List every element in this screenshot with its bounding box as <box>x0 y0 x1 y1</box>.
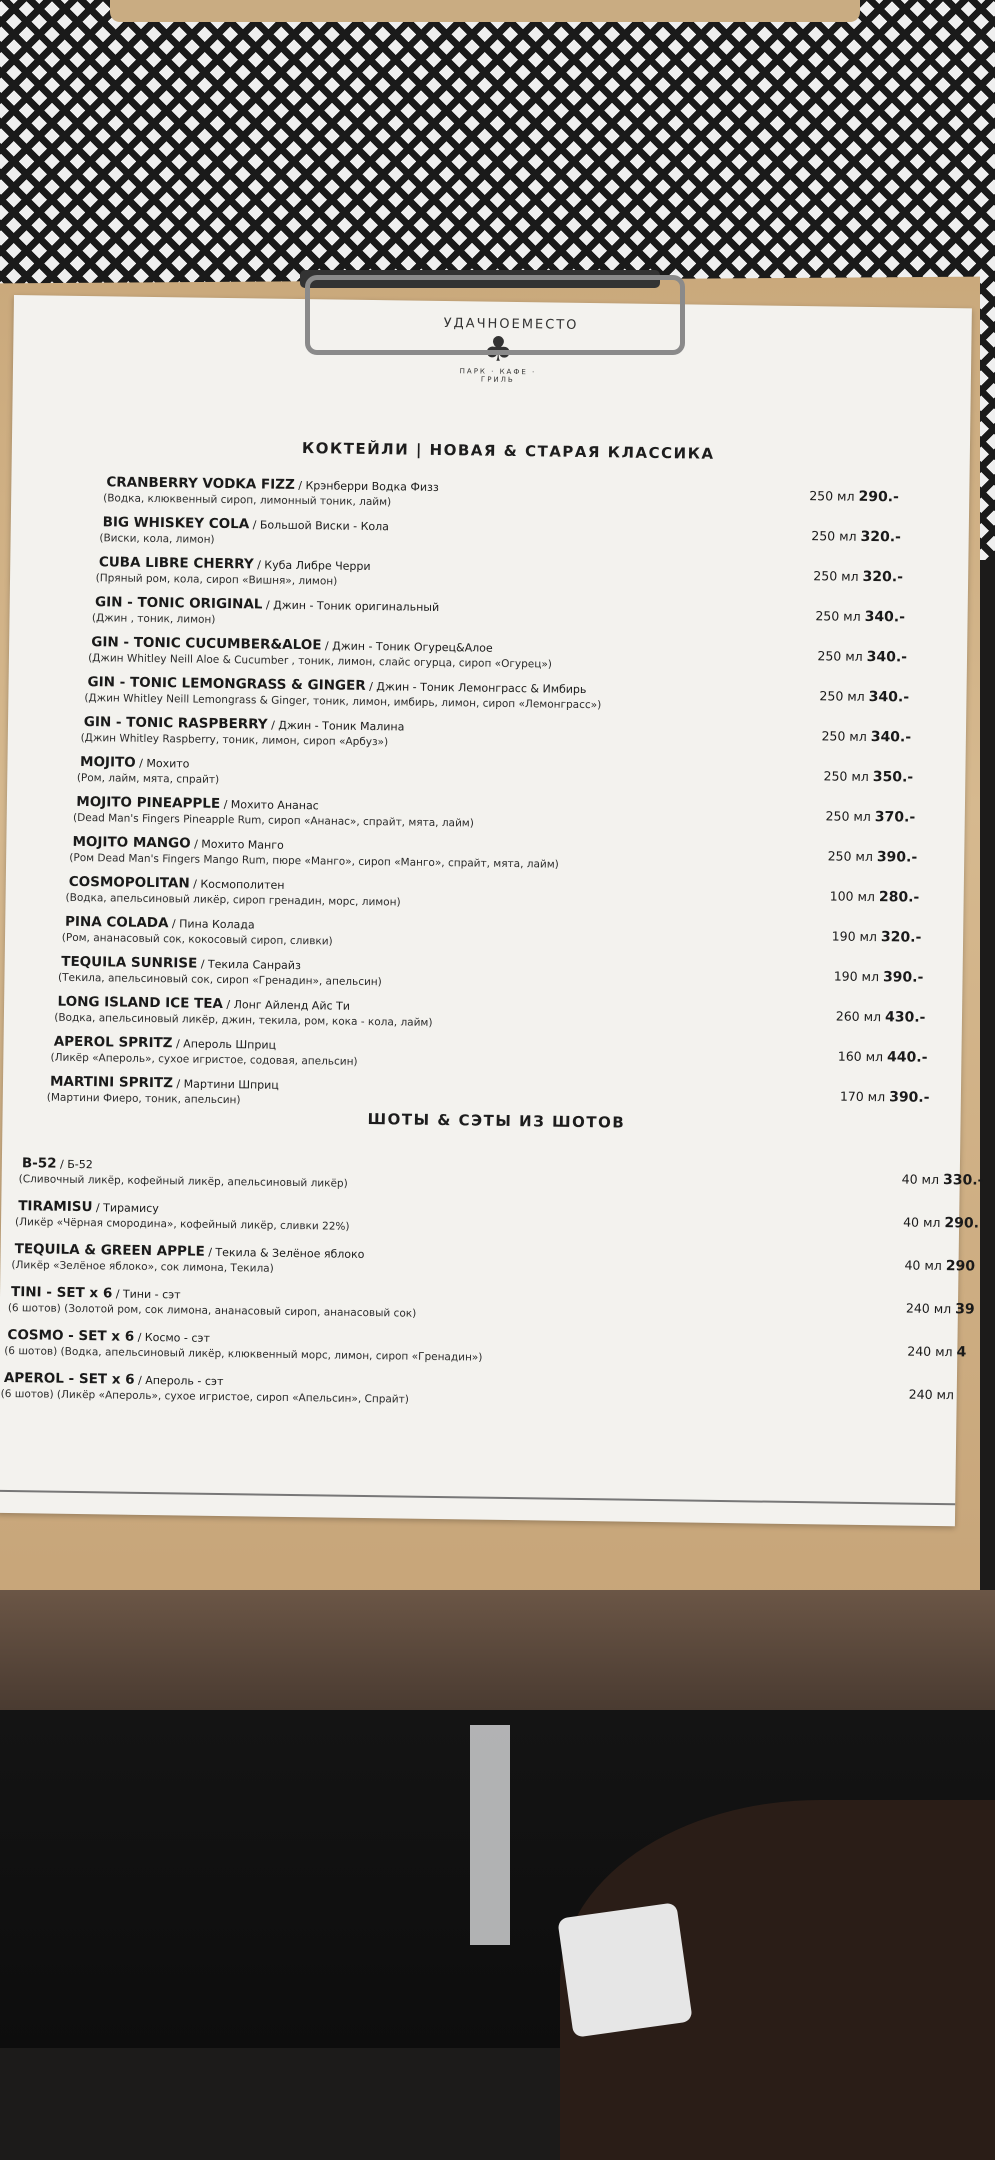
item-name-en: MOJITO PINEAPPLE <box>76 794 220 812</box>
shots-section-title: ШОТЫ & СЭТЫ ИЗ ШОТОВ <box>367 1110 625 1132</box>
item-name-ru: / Тирамису <box>92 1201 158 1215</box>
menu-item <box>5 913 963 926</box>
item-description: (Водка, апельсиновый ликёр, сироп гренадин, морс, лимон) <box>66 892 401 909</box>
item-price-value: 440.- <box>887 1049 928 1066</box>
item-name-ru: / Куба Либре Черри <box>254 558 371 573</box>
item-name <box>54 1034 276 1053</box>
menu-item <box>9 673 967 686</box>
item-description: (6 шотов) (Водка, апельсиновый ликёр, клюквенный морс, лимон, сироп «Гренадин») <box>4 1345 482 1364</box>
menu-item <box>5 953 963 966</box>
item-name <box>72 834 283 853</box>
menu-item <box>2 1155 960 1168</box>
item-price <box>828 848 918 865</box>
item-volume: 250 мл <box>819 688 864 704</box>
item-volume: 190 мл <box>834 969 879 985</box>
table-edge <box>0 1590 995 1710</box>
item-name-en: MOJITO <box>80 754 136 771</box>
item-name-ru: / Джин - Тоник оригинальный <box>262 598 439 613</box>
item-price-value: 340.- <box>869 689 910 706</box>
menu-item <box>4 993 962 1006</box>
item-price <box>903 1215 979 1232</box>
item-price <box>838 1049 928 1066</box>
item-price-value: 390.- <box>877 849 918 866</box>
item-volume: 250 мл <box>817 648 862 664</box>
item-volume: 250 мл <box>821 728 866 744</box>
item-name-ru: / Мохито Манго <box>191 838 284 852</box>
item-name-en: MARTINI SPRITZ <box>50 1074 173 1092</box>
item-price <box>811 528 901 545</box>
item-name-ru: / Тини - сэт <box>112 1287 181 1301</box>
floor-light-patch <box>470 1725 510 1945</box>
item-name-en: GIN - TONIC RASPBERRY <box>84 714 268 733</box>
item-volume: 250 мл <box>809 488 854 504</box>
item-name <box>69 874 285 893</box>
item-price-value: 340.- <box>865 609 906 626</box>
item-volume: 240 мл <box>907 1344 952 1360</box>
item-description: (Ликёр «Апероль», сухое игристое, содовая, апельсин) <box>50 1052 357 1068</box>
item-name-en: COSMOPOLITAN <box>69 874 190 892</box>
item-description: (Мартини Фиеро, тоник, апельсин) <box>47 1092 241 1107</box>
item-description: (Ром, лайм, мята, спрайт) <box>77 772 219 786</box>
item-name <box>61 954 301 973</box>
item-volume: 250 мл <box>815 608 860 624</box>
item-description: (Dead Man's Fingers Pineapple Rum, сироп «Ананас», спрайт, мята, лайм) <box>73 812 474 830</box>
item-name-ru: / Апероль - сэт <box>134 1374 223 1388</box>
item-description: (Текила, апельсиновый сок, сироп «Гренадин», апельсин) <box>58 972 382 989</box>
item-price-value: 4 <box>956 1344 966 1360</box>
item-name-en: TIRAMISU <box>18 1198 92 1215</box>
item-price-value: 320.- <box>881 929 922 946</box>
item-name <box>76 794 319 813</box>
menu-item <box>0 1370 957 1383</box>
item-name-ru: / Апероль Шприц <box>172 1037 276 1051</box>
menu-item <box>4 1033 962 1046</box>
item-price <box>809 488 899 505</box>
item-description: (Виски, кола, лимон) <box>99 532 214 546</box>
item-name-en: TINI - SET x 6 <box>11 1284 112 1301</box>
item-name <box>106 474 439 495</box>
item-name-en: GIN - TONIC ORIGINAL <box>95 594 263 612</box>
item-price <box>840 1089 930 1106</box>
item-price-value: 320.- <box>860 529 901 546</box>
item-volume: 250 мл <box>811 528 856 544</box>
menu-item <box>1 1198 959 1211</box>
item-price <box>817 648 907 665</box>
item-volume: 240 мл <box>909 1387 954 1403</box>
item-description: (6 шотов) (Ликёр «Апероль», сухое игристое, сироп «Апельсин», Спрайт) <box>1 1388 409 1406</box>
menu-item <box>7 793 965 806</box>
item-name <box>4 1370 224 1389</box>
item-price <box>906 1301 975 1318</box>
item-volume: 260 мл <box>836 1009 881 1025</box>
item-volume: 190 мл <box>832 928 877 944</box>
item-name <box>103 514 390 534</box>
menu-item <box>8 753 966 766</box>
item-name-en: APEROL SPRITZ <box>54 1034 173 1052</box>
item-description: (Ликёр «Чёрная смородина», кофейный ликёр, сливки 22%) <box>15 1216 350 1233</box>
item-volume: 100 мл <box>830 888 875 904</box>
item-name-en: MOJITO MANGO <box>72 834 190 852</box>
item-name-ru: / Джин - Тоник Малина <box>268 719 405 734</box>
menu-item <box>12 473 970 486</box>
item-description: (Джин Whitley Neill Lemongrass & Ginger, тоник, лимон, имбирь, лимон, сироп «Лемонграсс») <box>84 692 601 711</box>
item-volume: 250 мл <box>828 848 873 864</box>
white-sleeve <box>557 1902 693 2038</box>
item-volume: 170 мл <box>840 1089 885 1105</box>
item-name-ru: / Мохито <box>136 757 190 771</box>
item-name-en: BIG WHISKEY COLA <box>103 514 250 532</box>
item-price <box>821 728 911 745</box>
item-price <box>832 928 922 945</box>
item-name-ru: / Мартини Шприц <box>173 1077 279 1091</box>
item-price-value: 280.- <box>879 889 920 906</box>
logo-subtitle: ПАРК · КАФЕ · ГРИЛЬ <box>443 367 553 385</box>
item-name <box>80 754 190 772</box>
item-name-en: GIN - TONIC LEMONGRASS & GINGER <box>87 674 365 694</box>
item-description: (Ром, ананасовый сок, кокосовый сироп, сливки) <box>62 932 333 948</box>
menu-item <box>10 593 968 606</box>
item-price <box>819 688 909 705</box>
item-price-value: 390.- <box>883 969 924 986</box>
item-price-value: 430.- <box>885 1009 926 1026</box>
item-name-en: LONG ISLAND ICE TEA <box>57 994 223 1012</box>
item-volume: 40 мл <box>904 1258 942 1274</box>
item-price <box>836 1009 926 1026</box>
item-name-en: GIN - TONIC CUCUMBER&ALOE <box>91 634 321 653</box>
menu-item <box>1 1241 959 1254</box>
item-price-value: 39 <box>955 1301 975 1317</box>
item-name-en: APEROL - SET x 6 <box>4 1370 135 1388</box>
menu-divider-line <box>0 1490 955 1505</box>
item-name <box>95 594 439 615</box>
item-price <box>815 608 905 625</box>
item-price-value: 370.- <box>875 809 916 826</box>
item-name <box>57 994 350 1014</box>
item-name-en: PINA COLADA <box>65 914 169 931</box>
menu-item <box>0 1327 957 1340</box>
item-description: (Пряный ром, кола, сироп «Вишня», лимон) <box>96 572 338 587</box>
item-description: (Водка, клюквенный сироп, лимонный тоник, лайм) <box>103 492 391 508</box>
menu-sheet <box>0 295 972 1526</box>
item-volume: 160 мл <box>838 1049 883 1065</box>
item-description: (Сливочный ликёр, кофейный ликёр, апельсиновый ликёр) <box>19 1173 348 1190</box>
item-name-en: COSMO - SET x 6 <box>7 1327 134 1345</box>
item-price-value: 350.- <box>873 769 914 786</box>
menu-item <box>11 513 969 526</box>
item-name <box>65 914 255 933</box>
item-volume: 40 мл <box>902 1171 940 1187</box>
item-price-value: 330.- <box>943 1172 984 1189</box>
item-volume: 240 мл <box>906 1301 951 1317</box>
item-name-ru: / Мохито Ананас <box>220 798 319 812</box>
item-name <box>22 1155 93 1172</box>
item-description: (Джин , тоник, лимон) <box>92 612 216 626</box>
item-name <box>99 554 371 574</box>
item-price <box>907 1344 966 1361</box>
menu-item <box>8 713 966 726</box>
menu-item <box>6 833 964 846</box>
item-description: (Джин Whitley Raspberry, тоник, лимон, сироп «Арбуз») <box>81 732 389 748</box>
item-price <box>825 808 915 825</box>
item-description: (6 шотов) (Золотой ром, сок лимона, ананасовый сироп, ананасовый сок) <box>8 1302 417 1320</box>
item-name <box>50 1074 279 1093</box>
item-price <box>902 1171 984 1188</box>
item-price-value: 340.- <box>867 649 908 666</box>
item-name <box>11 1284 181 1302</box>
cocktails-section-title: КОКТЕЙЛИ | НОВАЯ & СТАРАЯ КЛАССИКА <box>302 439 715 463</box>
metal-clip <box>305 275 685 355</box>
item-price-value: 290 <box>946 1258 975 1274</box>
item-description: (Ликёр «Зелёное яблоко», сок лимона, Текила) <box>11 1259 273 1275</box>
item-price <box>834 969 924 986</box>
item-name-ru: / Крэнберри Водка Физз <box>295 479 439 494</box>
menu-item <box>9 633 967 646</box>
menu-item <box>6 873 964 886</box>
item-volume: 250 мл <box>823 768 868 784</box>
item-name <box>18 1198 159 1216</box>
item-price <box>909 1387 954 1404</box>
item-description: (Ром Dead Man's Fingers Mango Rum, пюре «Манго», сироп «Манго», спрайт, мята, лайм) <box>69 852 559 871</box>
item-name-ru: / Джин - Тоник Лемонграсс & Имбирь <box>366 680 587 696</box>
item-name-ru: / Текила & Зелёное яблоко <box>205 1246 365 1261</box>
menu-item <box>3 1073 961 1086</box>
item-price-value: 290. <box>944 1215 979 1231</box>
item-name-ru: / Большой Виски - Кола <box>249 518 389 533</box>
item-name-ru: / Космополитен <box>190 878 285 892</box>
item-name-ru: / Пина Колада <box>168 917 254 931</box>
item-volume: 250 мл <box>813 568 858 584</box>
item-volume: 40 мл <box>903 1215 941 1231</box>
item-name-en: CUBA LIBRE CHERRY <box>99 554 254 572</box>
item-volume: 250 мл <box>825 808 870 824</box>
item-description: (Водка, апельсиновый ликёр, джин, текила, ром, кока - кола, лайм) <box>54 1012 432 1029</box>
item-name-en: CRANBERRY VODKA FIZZ <box>106 474 295 493</box>
item-name-ru: / Текила Санрайз <box>197 958 301 972</box>
item-price-value: 340.- <box>871 729 912 746</box>
item-name-en: TEQUILA SUNRISE <box>61 954 197 972</box>
item-price <box>904 1258 975 1275</box>
menu-item <box>10 553 968 566</box>
item-name-ru: / Лонг Айленд Айс Ти <box>223 998 350 1013</box>
logo-name: УДАЧНОЕМЕСТО <box>444 316 554 333</box>
item-name-en: B-52 <box>22 1155 57 1171</box>
item-price-value: 390.- <box>889 1089 930 1106</box>
item-price-value: 290.- <box>858 489 899 506</box>
item-price <box>830 888 920 905</box>
top-clipboard-edge <box>110 0 860 22</box>
item-name-en: TEQUILA & GREEN APPLE <box>15 1241 205 1260</box>
item-price <box>823 768 913 785</box>
clover-icon: ♣ <box>443 331 553 369</box>
item-name-ru: / Б-52 <box>56 1158 92 1172</box>
item-name <box>7 1327 210 1346</box>
item-name <box>84 714 405 734</box>
item-description: (Джин Whitley Neill Aloe & Cucumber , тоник, лимон, слайс огурца, сироп «Огурец») <box>88 652 552 670</box>
menu-item <box>0 1284 958 1297</box>
item-name-ru: / Космо - сэт <box>134 1331 210 1345</box>
item-price-value: 320.- <box>862 569 903 586</box>
item-price <box>813 568 903 585</box>
item-name-ru: / Джин - Тоник Огурец&Алое <box>321 639 492 654</box>
